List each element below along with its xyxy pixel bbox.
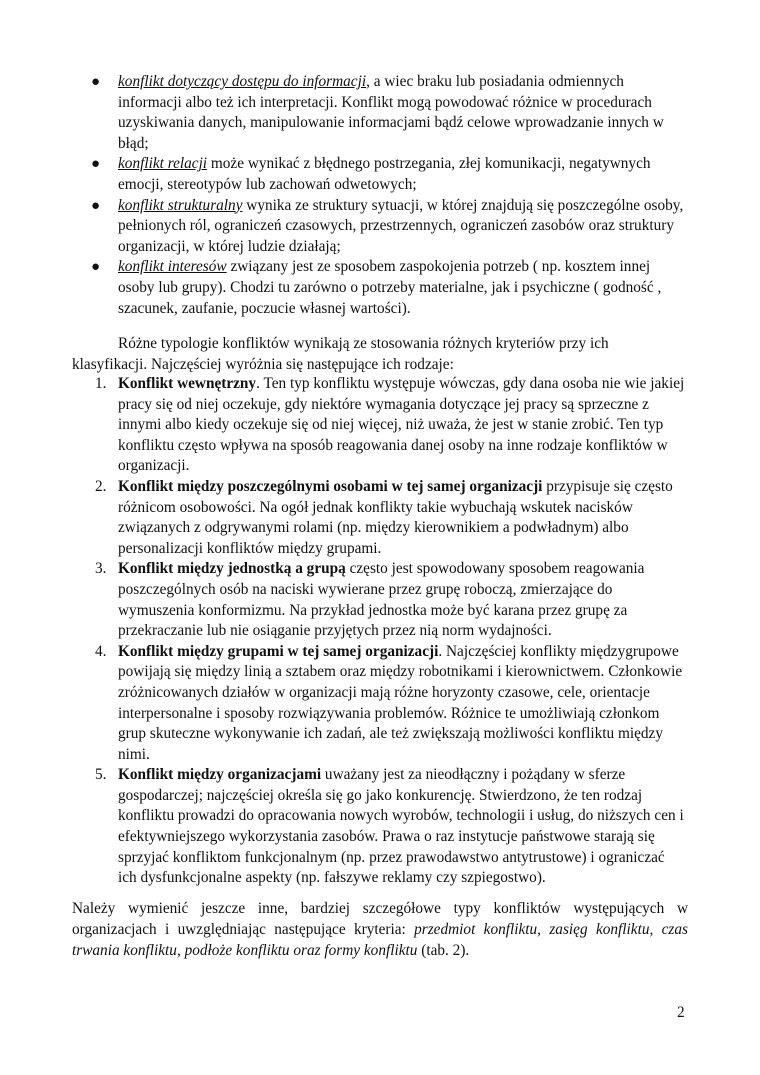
item-heading: Konflikt między jednostką a grupą [118, 560, 346, 578]
numbered-item [85, 559, 685, 641]
page-number: 2 [677, 1004, 685, 1021]
bullet-item [85, 72, 685, 154]
conflict-kinds-numbered-list [85, 374, 685, 889]
item-text: przypisuje się często różnicom osobowości. Na ogół jednak konflikty takie wybuchają wskutek nacisków związanych z odgrywanymi rolami (np. między kierownikiem a podwładnym) albo personalizacji konfliktów między grupami. [118, 477, 673, 557]
bullet-item [85, 154, 685, 195]
conflict-types-bullet-list [85, 72, 685, 319]
bullet-icon: ● [91, 156, 101, 173]
bullet-term: konflikt dotyczący dostępu do informacji [118, 73, 367, 90]
item-text: uważany jest za nieodłączny i pożądany w sferze gospodarczej; najczęściej określa się go jako konkurencję. Stwierdzono, że ten rodzaj konfliktu prowadzi do opracowania nowych wyrobów, technologii i usług, do niższych cen i efektywniejszego wykorzystania zasobów. Prawa o raz instytucje państwowe starają się sprzyjać konfliktom funkcjonalnym (np. przez prawodawstwo antytrustowe) i ograniczać ich dysfunkcjonalne aspekty (np. fałszywe reklamy czy szpiegostwo). [118, 766, 684, 887]
numbered-item [85, 374, 685, 477]
numbered-item [85, 477, 685, 559]
bullet-item [85, 257, 685, 319]
item-heading: Konflikt między organizacjami [118, 766, 322, 784]
item-text: . Najczęściej konflikty międzygrupowe powijają się między linią a sztabem oraz między robotnikami i kierownictwem. Członkowie zróżnicowanych działów w organizacji mają różne horyzonty czasowe, cele, orientacje interpersonalne i sposoby rozwiązywania problemów. Różnice te umożliwiają członkom grup skuteczne wykonywanie ich zadań, ale też zwiększają możliwości konfliktu między nimi. [118, 642, 683, 763]
typology-intro-paragraph: Różne typologie konfliktów wynikają ze stosowania różnych kryteriów przy ich klasyfikacji. Najczęściej wyróżnia się następujące ich rodzaje: [72, 335, 609, 373]
item-number: 5. [95, 766, 107, 784]
item-number: 4. [95, 642, 107, 660]
numbered-item [85, 765, 685, 889]
bullet-icon: ● [91, 197, 101, 214]
numbered-item [85, 642, 685, 766]
bullet-term: konflikt strukturalny [118, 196, 243, 214]
bullet-text: , a wiec braku lub posiadania odmiennych informacji albo też ich interpretacji. Konflikt mogą powodować różnice w procedurach uzyskiwania danych, manipulowanie informacjami bądź celowe wprowadzanie innych w błąd; [118, 73, 664, 152]
item-number: 2. [95, 477, 107, 495]
closing-paragraph [72, 898, 688, 961]
bullet-term: konflikt interesów [118, 258, 227, 276]
bullet-text: może wynikać z błędnego postrzegania, złej komunikacji, negatywnych emocji, stereotypów lub zachowań odwetowych; [118, 155, 651, 193]
item-text: często jest spowodowany sposobem reagowania poszczególnych osób na naciski wywierane przez grupę roboczą, zmierzające do wymuszenia konformizmu. Na przykład jednostka może być karana przez grupę za przekraczanie lub nie osiąganie przyjętych przez nią norm wydajności. [118, 560, 645, 640]
bullet-text: wynika ze struktury sytuacji, w której znajdują się poszczególne osoby, pełnionych ról, ograniczeń czasowych, przestrzennych, ograniczeń zasobów oraz struktury organizacji, w której ludzie działają; [118, 196, 684, 255]
bullet-icon: ● [91, 259, 101, 276]
bullet-term: konflikt relacji [118, 155, 208, 173]
item-heading: Konflikt między poszczególnymi osobami w tej samej organizacji [118, 477, 543, 495]
item-text: . Ten typ konfliktu występuje wówczas, gdy dana osoba nie wie jakiej pracy się od niej oczekuje, gdy niektóre wymagania dotyczące jej pracy są sprzeczne z innymi albo kiedy oczekuje się od niej więcej, niż uważa, że jest w stanie zrobić. Ten typ konfliktu często wpływa na sposób reagowania danej osoby na inne rodzaje konfliktów w organizacji. [118, 375, 685, 475]
item-heading: Konflikt między grupami w tej samej organizacji [118, 642, 439, 660]
closing-criteria: przedmiot konfliktu, zasięg konfliktu, czas trwania konfliktu, podłoże konfliktu oraz formy konfliktu [72, 921, 688, 959]
bullet-text: związany jest ze sposobem zaspokojenia potrzeb ( np. kosztem innej osoby lub grupy). Chodzi tu zarówno o potrzeby materialne, jak i psychiczne ( godność , szacunek, zaufanie, poczucie własnej wartości). [118, 258, 662, 317]
closing-text-start: Należy wymienić jeszcze inne, bardziej szczegółowe typy konfliktów występujących w organizacjach i uwzględniając następujące kryteria: [72, 900, 688, 938]
closing-text-end: (tab. 2). [417, 942, 470, 959]
item-number: 1. [95, 375, 107, 392]
item-heading: Konflikt wewnętrzny [118, 375, 257, 392]
item-number: 3. [95, 560, 107, 578]
bullet-item [85, 196, 685, 258]
bullet-icon: ● [91, 74, 101, 90]
